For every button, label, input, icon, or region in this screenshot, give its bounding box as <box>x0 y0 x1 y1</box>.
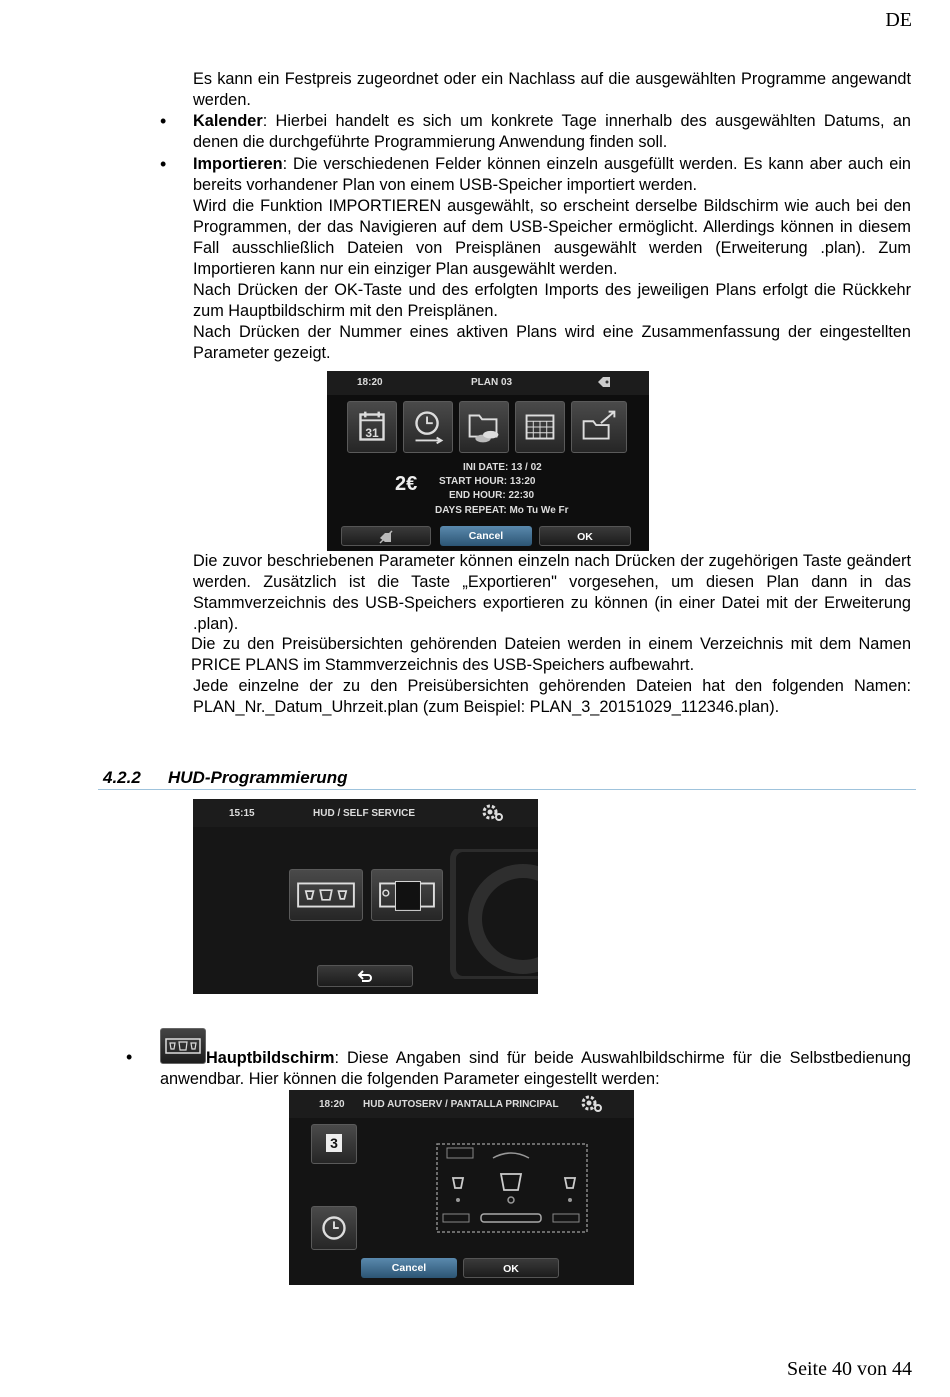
calendar-grid-icon <box>516 402 564 452</box>
clock-arrow-icon <box>404 402 452 452</box>
calendar-days-button[interactable] <box>515 401 565 453</box>
ini-date: INI DATE: 13 / 02 <box>463 462 542 473</box>
gear-icon[interactable] <box>581 1095 603 1113</box>
kalender-item <box>193 111 911 153</box>
calendar-day: 31 <box>365 426 379 440</box>
screen-title: HUD AUTOSERV / PANTALLA PRINCIPAL <box>363 1099 559 1110</box>
start-hour: START HOUR: 13:20 <box>439 476 536 487</box>
delete-plan-button[interactable] <box>341 526 431 546</box>
screen-title: PLAN 03 <box>471 377 513 388</box>
folder-coins-icon <box>460 402 508 452</box>
cancel-button[interactable]: Cancel <box>361 1258 457 1278</box>
tag-icon <box>597 376 611 388</box>
page-number: Seite 40 von 44 <box>787 1358 912 1380</box>
hud-self-service-screenshot <box>193 799 538 994</box>
importieren-item <box>193 154 911 196</box>
clock: 18:20 <box>357 377 383 388</box>
counter-button[interactable] <box>311 1124 357 1164</box>
haupt-text: : Diese Angaben sind für beide Auswahlbildschirme für die Selbstbedienung anwendbar. Hier können die folgenden Parameter eingestellt werden: <box>160 1049 911 1088</box>
status-bar <box>327 371 649 395</box>
import-paragraph-1: Wird die Funktion IMPORTIEREN ausgewählt, so erscheint derselbe Bildschirm wie auch bei den Programmen, der das Navigieren auf dem USB-Speicher ermöglicht. Allerdings können in diesem Fall ausschließlich Dateien von Preisplänen ausgewählt werden (Erweiterung .plan). Zum Importieren kann nur ein einziger Plan ausgewählt werden. <box>193 197 911 278</box>
bullet-dot: • <box>160 111 167 131</box>
intro-paragraph: Es kann ein Festpreis zugeordnet oder ein Nachlass auf die ausgewählten Programme angewandt werden. <box>193 70 911 109</box>
hud-main-screen-screenshot <box>289 1090 634 1285</box>
ok-button[interactable]: OK <box>539 526 631 546</box>
end-hour: END HOUR: 22:30 <box>449 490 535 501</box>
export-button[interactable] <box>571 401 627 453</box>
section-title: HUD-Programmierung <box>168 768 348 787</box>
clock-icon <box>312 1207 356 1249</box>
days-repeat: DAYS REPEAT: Mo Tu We Fr <box>435 505 569 516</box>
import-paragraph-3: Nach Drücken der Nummer eines aktiven Plans wird eine Zusammenfassung der eingestellten Parameter gezeigt. <box>193 323 911 362</box>
bullet-dot: • <box>126 1047 133 1067</box>
after-paragraph-2: Die zu den Preisübersichten gehörenden Dateien werden in einem Verzeichnis mit dem Namen PRICE PLANS im Stammverzeichnis des USB-Speichers aufbewahrt. <box>191 635 911 674</box>
hauptbildschirm-item <box>160 1048 911 1090</box>
programs-button[interactable] <box>459 401 509 453</box>
washer-background-graphic <box>443 849 538 979</box>
status-bar <box>193 799 538 827</box>
back-button[interactable] <box>317 965 413 987</box>
gear-icon[interactable] <box>482 804 504 822</box>
section-divider <box>98 789 916 790</box>
language-code: DE <box>885 9 912 31</box>
clock: 18:20 <box>319 1099 345 1110</box>
main-screen-button[interactable] <box>289 869 363 921</box>
folder-export-icon <box>572 402 626 452</box>
plan-price: 2€ <box>395 473 418 495</box>
cancel-button[interactable]: Cancel <box>440 526 532 546</box>
after-paragraph-3: Jede einzelne der zu den Preisübersichten gehörenden Dateien hat den folgenden Namen: PLAN_Nr._Datum_Uhrzeit.plan (zum Beispiel: PLAN_3_20151029_112346.plan). <box>193 677 911 716</box>
after-paragraph-1: Die zuvor beschriebenen Parameter können einzeln nach Drücken der zugehörigen Taste geändert werden. Zusätzlich ist die Taste „Exportieren" vorgesehen, um diesen Plan dann in das Stammverzeichnis des USB-Speichers exportieren zu können (in einer Datei mit der Erweiterung .plan). <box>193 552 911 633</box>
back-arrow-icon <box>357 970 373 984</box>
status-bar <box>289 1090 634 1118</box>
secondary-screen-button[interactable] <box>371 869 443 921</box>
kalender-term: Kalender <box>193 112 263 130</box>
delete-tag-icon <box>378 530 394 544</box>
calendar-date-button[interactable] <box>347 401 397 453</box>
plan-summary-screenshot <box>327 371 649 551</box>
import-paragraph-2: Nach Drücken der OK-Taste und des erfolgten Imports des jeweiligen Plans erfolgt die Rückkehr zum Hauptbildschirm mit den Preisplänen. <box>193 281 911 320</box>
bullet-dot: • <box>160 154 167 174</box>
screen-icon <box>372 870 442 920</box>
counter-value: 3 <box>326 1134 342 1152</box>
importieren-text: : Die verschiedenen Felder können einzeln ausgefüllt werden. Es kann aber auch ein bereits vorhandener Plan von einem USB-Speicher importiert werden. <box>193 155 911 194</box>
layout-preview-graphic <box>433 1138 589 1238</box>
haupt-term: Hauptbildschirm <box>206 1049 335 1067</box>
clock: 15:15 <box>229 808 255 819</box>
screen-title: HUD / SELF SERVICE <box>313 808 416 819</box>
section-number: 4.2.2 <box>103 768 141 787</box>
importieren-term: Importieren <box>193 155 283 173</box>
kalender-text: : Hierbei handelt es sich um konkrete Tage innerhalb des ausgewählten Datums, an denen die durchgeführte Programmierung Anwendung finden soll. <box>193 112 911 151</box>
start-time-button[interactable] <box>403 401 453 453</box>
time-button[interactable] <box>311 1206 357 1250</box>
tubs-icon <box>290 870 362 920</box>
ok-button[interactable]: OK <box>463 1258 559 1278</box>
